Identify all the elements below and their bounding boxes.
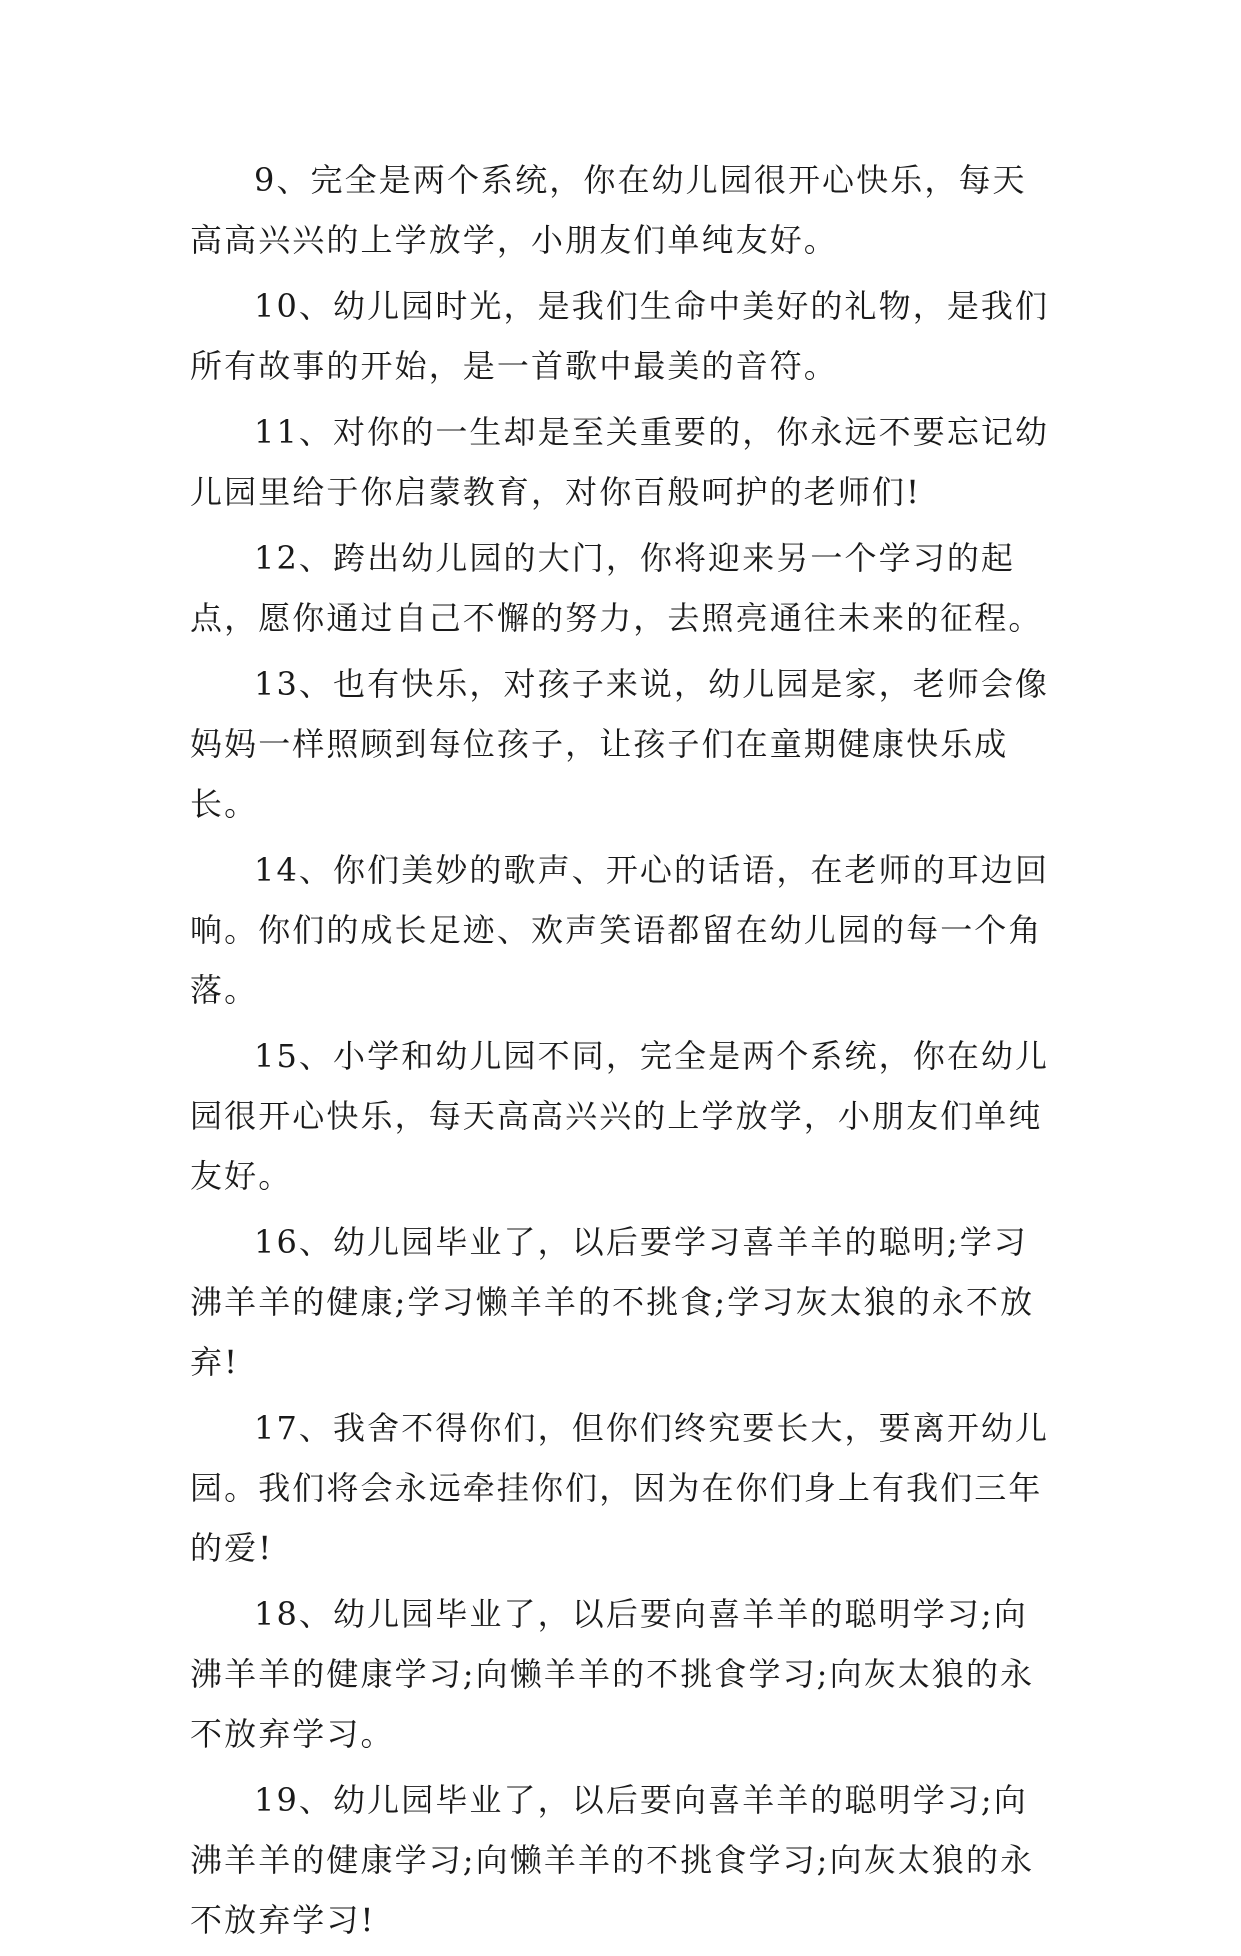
- paragraph-18: 18、幼儿园毕业了，以后要向喜羊羊的聪明学习;向沸羊羊的健康学习;向懒羊羊的不挑食学习;向灰太狼的永不放弃学习。: [190, 1595, 1035, 1753]
- paragraph-10: 10、幼儿园时光，是我们生命中美好的礼物，是我们所有故事的开始，是一首歌中最美的音符。: [190, 287, 1050, 385]
- document-page: [190, 150, 1060, 1956]
- paragraph-13: 13、也有快乐，对孩子来说，幼儿园是家，老师会像妈妈一样照顾到每位孩子，让孩子们在童期健康快乐成长。: [190, 665, 1050, 823]
- paragraph-19: 19、幼儿园毕业了，以后要向喜羊羊的聪明学习;向沸羊羊的健康学习;向懒羊羊的不挑食学习;向灰太狼的永不放弃学习!: [190, 1781, 1035, 1939]
- paragraph-16: 16、幼儿园毕业了，以后要学习喜羊羊的聪明;学习沸羊羊的健康;学习懒羊羊的不挑食;学习灰太狼的永不放弃!: [190, 1223, 1035, 1381]
- paragraph-17: 17、我舍不得你们，但你们终究要长大，要离开幼儿园。我们将会永远牵挂你们，因为在你们身上有我们三年的爱!: [190, 1409, 1050, 1567]
- paragraph-9: 9、完全是两个系统，你在幼儿园很开心快乐，每天高高兴兴的上学放学，小朋友们单纯友好。: [190, 161, 1027, 259]
- paragraph-12: 12、跨出幼儿园的大门，你将迎来另一个学习的起点，愿你通过自己不懈的努力，去照亮通往未来的征程。: [190, 539, 1043, 637]
- paragraph-14: 14、你们美妙的歌声、开心的话语，在老师的耳边回响。你们的成长足迹、欢声笑语都留在幼儿园的每一个角落。: [190, 851, 1050, 1009]
- paragraph-11: 11、对你的一生却是至关重要的，你永远不要忘记幼儿园里给于你启蒙教育，对你百般呵护的老师们!: [190, 413, 1050, 511]
- paragraph-15: 15、小学和幼儿园不同，完全是两个系统，你在幼儿园很开心快乐，每天高高兴兴的上学放学，小朋友们单纯友好。: [190, 1037, 1050, 1195]
